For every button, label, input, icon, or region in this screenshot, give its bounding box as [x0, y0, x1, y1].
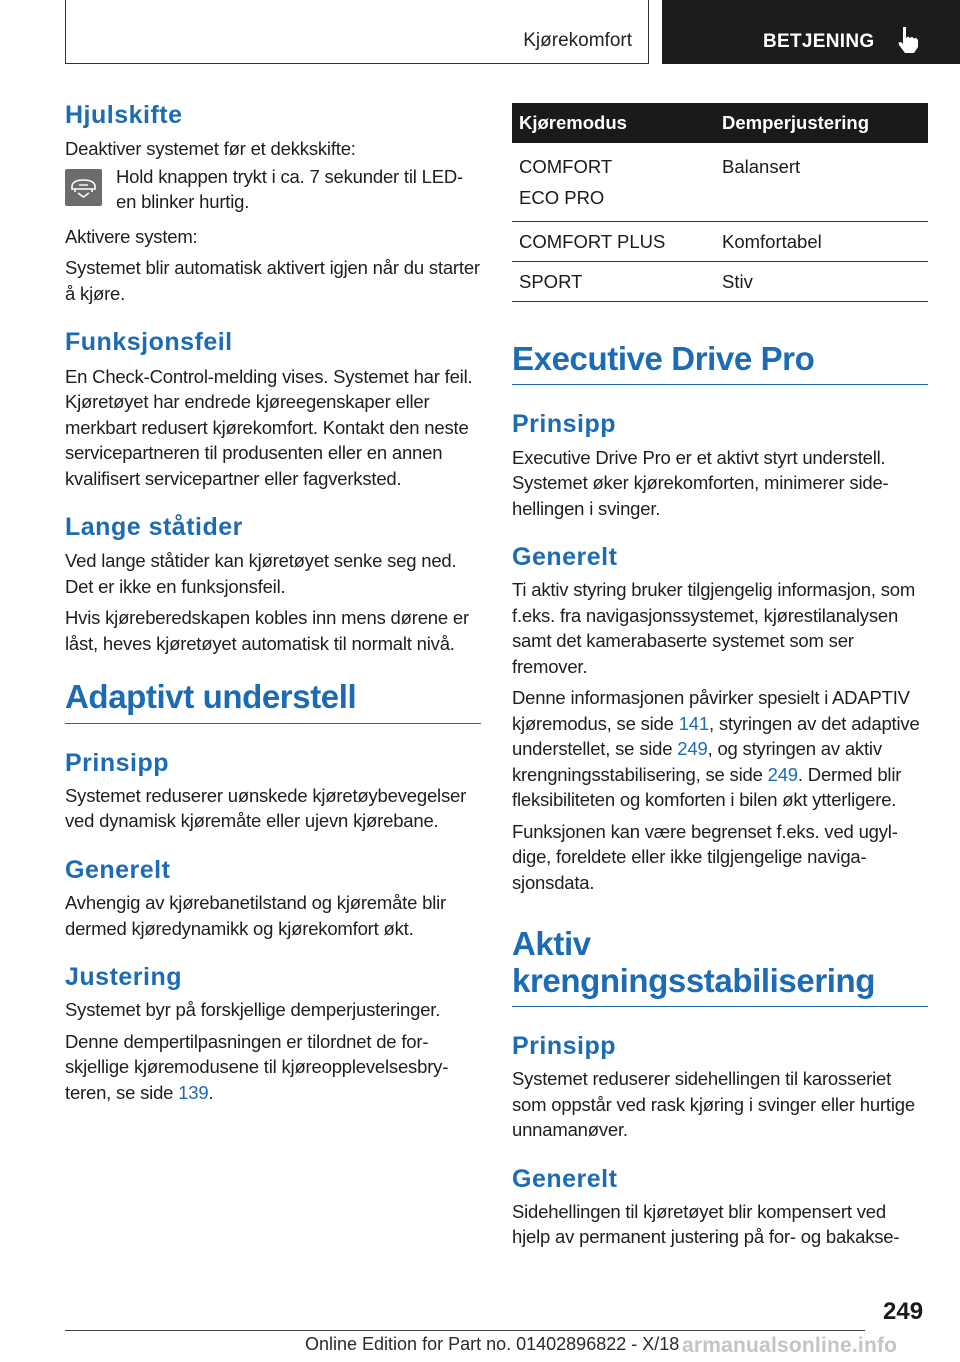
table-row [512, 222, 928, 262]
table-cell-mode: SPORT [512, 262, 715, 302]
left-column [65, 100, 481, 1105]
prinsipp-aks-text: Systemet reduserer sidehellingen til karosseriet som oppstår ved rask kjøring i svinger eller hurtige unnamanøver. [512, 1068, 915, 1141]
justering-p1: Systemet byr på forskjellige demperjusteringer. [65, 999, 441, 1021]
heading-generelt-edp: Generelt [512, 543, 618, 572]
hjulskifte-intro: Deaktiver systemet før et dekkskifte: [65, 138, 356, 160]
drive-mode-table [512, 103, 928, 302]
heading-adaptivt-understell: Adaptivt understell [65, 678, 357, 716]
page-link-249-second[interactable]: 249 [767, 763, 798, 785]
heading-prinsipp-adaptivt: Prinsipp [65, 748, 170, 777]
heading-justering: Justering [65, 963, 183, 992]
mode-eco-pro: ECO PRO [519, 187, 605, 208]
chapter-heading-edp [512, 341, 928, 385]
page-link-249[interactable]: 249 [677, 738, 708, 760]
heading-prinsipp-aks: Prinsipp [512, 1031, 617, 1060]
edition-text: Online Edition for Part no. 01402896822 - X/18 [305, 1334, 680, 1354]
header-section-box [65, 0, 649, 64]
justering-p2-end: . [208, 1081, 214, 1103]
pointing-hand-icon [895, 25, 921, 55]
page-link-139[interactable]: 139 [178, 1081, 209, 1103]
table-cell-damping: Komfortabel [715, 222, 928, 262]
heading-krengningsstabilisering: krengningsstabilisering [512, 961, 876, 999]
activate-text: Systemet blir automatisk aktivert igjen når du starter å kjøre. [65, 257, 480, 304]
heading-generelt-aks: Generelt [512, 1164, 618, 1193]
table-header-row [512, 103, 928, 143]
table-cell-damping: Balansert [715, 143, 928, 222]
table-row [512, 143, 928, 222]
chassis-button-icon [65, 169, 102, 206]
generelt-edp-p2-a: Denne informasjonen påvirker spesielt i ADAPTIV kjøremodus, se side [512, 687, 910, 734]
hjulskifte-step [65, 165, 481, 215]
table-row [512, 262, 928, 302]
watermark-text: armanualsonline.info [682, 1334, 898, 1357]
section-title: Kjørekomfort [523, 30, 632, 51]
generelt-aks-text: Sidehellingen til kjøretøyet blir kompensert ved hjelp av permanent justering på for- og bakakse- [512, 1200, 900, 1248]
lange-p1: Ved lange ståtider kan kjøretøyet senke seg ned. Det er ikke en funksjonsfeil. [65, 550, 457, 597]
funksjonsfeil-text: En Check-Control-melding vises. Systemet har feil. Kjøretøyet har endrede kjøreegenskaper eller merkbart redusert kjørekomfort. Kontakt den neste servicepartneren til produsenten eller en annen kvalifisert servicepartner eller fagverksted. [65, 365, 473, 489]
generelt-edp-p2 [512, 685, 928, 813]
chapter-heading-aks [512, 926, 928, 1007]
hjulskifte-step-text: Hold knappen trykt i ca. 7 sekunder til LED-en blinker hurtig. [116, 165, 463, 213]
generelt-adaptivt-text: Avhengig av kjørebanetilstand og kjøremåte blir dermed kjøredynamikk og kjørekomfort økt. [65, 892, 447, 939]
chapter-tab-label: BETJENING [763, 31, 875, 52]
table-header-demperjustering: Demperjustering [715, 103, 928, 143]
generelt-edp-p2-b: , styringen av det adaptive understellet, se side [512, 712, 920, 760]
generelt-edp-p2-c: , og styringen av aktiv krengningsstabilisering, se side [512, 738, 882, 785]
chapter-heading-adaptivt [65, 679, 481, 723]
heading-executive-drive-pro: Executive Drive Pro [512, 340, 815, 377]
heading-prinsipp-edp: Prinsipp [512, 410, 617, 439]
justering-p2-text: Denne dempertilpasningen er tilordnet de forskjellige kjøremodusene til kjøreopplevelsesbryteren, se side [65, 1030, 449, 1103]
heading-hjulskifte: Hjulskifte [65, 101, 183, 129]
table-cell-mode [512, 143, 715, 222]
lange-p2: Hvis kjøreberedskapen kobles inn mens dørene er låst, heves kjøretøyet automatisk til normalt nivå. [65, 607, 469, 654]
heading-lange-statider: Lange ståtider [65, 513, 243, 541]
prinsipp-edp-text: Executive Drive Pro er et aktivt styrt understell. Systemet øker kjørekomforten, minimerer sidehellingen i svinger. [512, 446, 889, 519]
generelt-edp-p3: Funksjonen kan være begrenset f.eks. ved ugyldige, foreldete eller ikke tilgjengelige navigasjonsdata. [512, 820, 898, 893]
prinsipp-adaptivt-text: Systemet reduserer uønskede kjøretøybevegelser ved dynamisk kjøremåte eller ujevn kjørebane. [65, 784, 467, 832]
activate-label: Aktivere system: [65, 225, 198, 247]
footer-divider [65, 1330, 865, 1331]
justering-p2 [65, 1029, 481, 1106]
heading-funksjonsfeil: Funksjonsfeil [65, 328, 233, 357]
generelt-edp-p1: Ti aktiv styring bruker tilgjengelig informasjon, som f.eks. fra navigasjonssystemet, kjørestilanalysen samt det kamerabaserte systemet som ser fremover. [512, 579, 916, 677]
chapter-tab[interactable] [662, 0, 960, 64]
heading-aktiv: Aktiv [512, 925, 591, 963]
table-cell-mode: COMFORT PLUS [512, 222, 715, 262]
page-link-141[interactable]: 141 [678, 712, 709, 734]
page-number: 249 [883, 1298, 924, 1325]
table-header-kjoremodus: Kjøremodus [512, 103, 715, 143]
generelt-edp-p2-d: . Dermed blir fleksibiliteten og komforten i bilen økt ytterligere. [512, 763, 902, 811]
mode-comfort: COMFORT [519, 156, 613, 177]
right-column [512, 103, 928, 1250]
heading-generelt-adaptivt: Generelt [65, 855, 171, 884]
table-cell-damping: Stiv [715, 262, 928, 302]
